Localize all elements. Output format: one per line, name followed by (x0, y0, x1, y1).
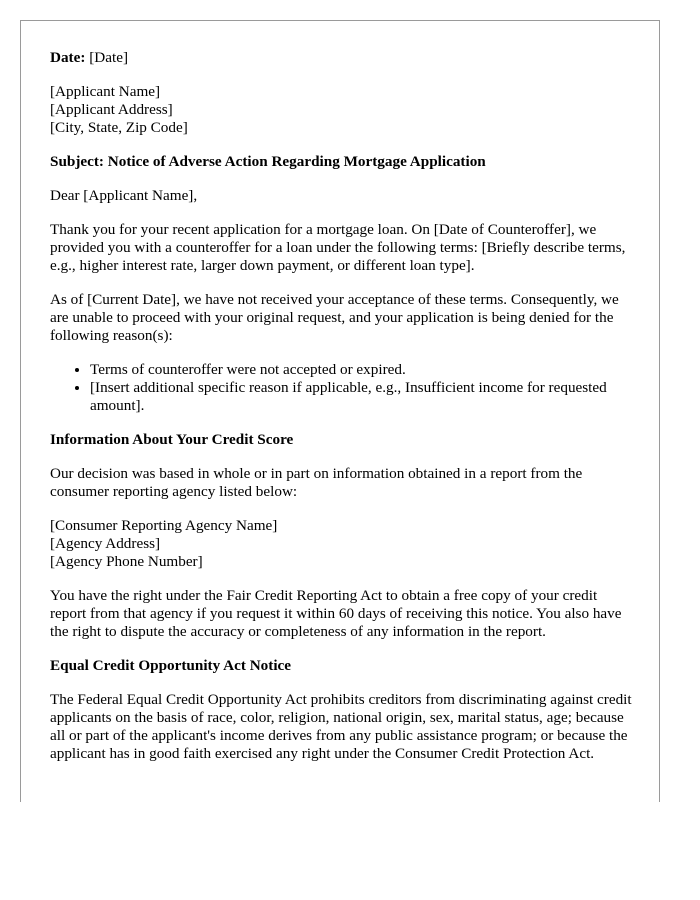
subject-line: Subject: Notice of Adverse Action Regarding Mortgage Application (50, 153, 486, 170)
ecoa-paragraph: The Federal Equal Credit Opportunity Act prohibits creditors from discriminating against credit applicants on the basis of race, color, religion, national origin, sex, marital status, age; because all or part of the applicant's income derives from any public assistance program; or because the applicant has in good faith exercised any right under the Consumer Credit Protection Act. (50, 691, 632, 762)
agency-phone-line: [Agency Phone Number] (50, 553, 203, 570)
date-label: Date: (50, 49, 86, 66)
credit-rights-paragraph: You have the right under the Fair Credit Reporting Act to obtain a free copy of your credit report from that agency if you request it within 60 days of receiving this notice. You also have the right to dispute the accuracy or completeness of any information in the report. (50, 587, 622, 640)
credit-section-heading: Information About Your Credit Score (50, 431, 294, 448)
date-line (50, 49, 634, 67)
denial-paragraph: As of [Current Date], we have not received your acceptance of these terms. Consequently, we are unable to proceed with your original request, and your application is being denied for the following reason(s): (50, 291, 619, 344)
applicant-address-line: [Applicant Address] (50, 101, 173, 118)
agency-name-line: [Consumer Reporting Agency Name] (50, 517, 278, 534)
salutation: Dear [Applicant Name], (50, 187, 198, 204)
agency-address-line: [Agency Address] (50, 535, 161, 552)
agency-address-block (50, 517, 634, 571)
credit-intro-paragraph: Our decision was based in whole or in part on information obtained in a report from the consumer reporting agency listed below: (50, 465, 583, 500)
reason-item: • [Insert additional specific reason if applicable, e.g., Insufficient income for requested amount]. (90, 379, 634, 415)
letter-page (20, 20, 660, 802)
applicant-name-line: [Applicant Name] (50, 83, 161, 100)
ecoa-section-heading: Equal Credit Opportunity Act Notice (50, 657, 292, 674)
date-value: [Date] (89, 49, 129, 66)
letter-body (50, 49, 634, 779)
applicant-address-block (50, 83, 634, 137)
reasons-list (50, 361, 634, 415)
applicant-city-line: [City, State, Zip Code] (50, 119, 188, 136)
reason-item: • Terms of counteroffer were not accepted or expired. (90, 361, 634, 379)
intro-paragraph: Thank you for your recent application for a mortgage loan. On [Date of Counteroffer], we provided you with a counteroffer for a loan under the following terms: [Briefly describe terms, e.g., higher interest rate, larger down payment, or different loan type]. (50, 221, 626, 274)
